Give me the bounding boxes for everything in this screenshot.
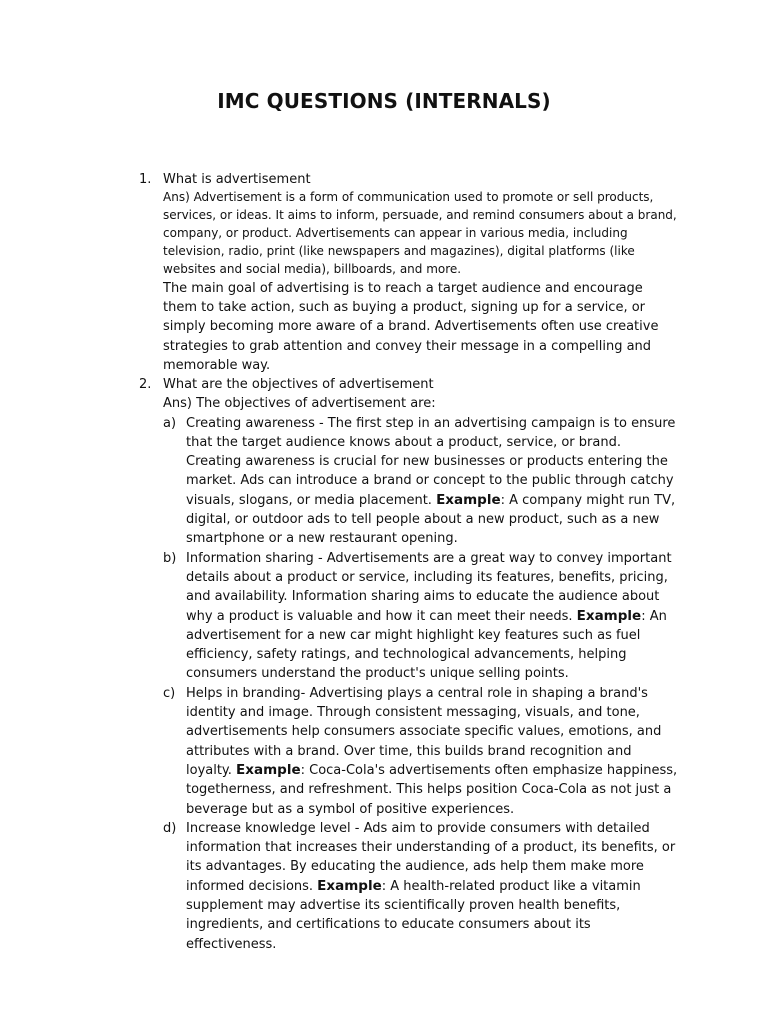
list-item-letter: d): [163, 820, 177, 836]
list-item-letter: a): [163, 415, 177, 431]
list-item-letter: c): [163, 685, 176, 701]
list-item: [163, 684, 679, 819]
list-item-text: Creating awareness - The first step in an advertising campaign is to ensure that the target audience knows about a product, service, or brand. Creating awareness is crucial for new businesses or products entering the market. Ads can introduce a brand or concept to the public through catchy visuals, slogans, or media placement.: [186, 415, 676, 508]
list-item-text: Information sharing - Advertisements are a great way to convey important details about a product or service, including its features, benefits, pricing, and availability. Information sharing aims to educate the audience about why a product is valuable and how it can meet their needs.: [186, 550, 672, 624]
example-text: : Coca-Cola's advertisements often emphasize happiness, togetherness, and refreshment. This helps position Coca-Cola as not just a beverage but as a symbol of positive experiences.: [186, 762, 678, 817]
example-text: : A company might run TV, digital, or outdoor ads to tell people about a new product, such as a new smartphone or a new restaurant opening.: [186, 492, 676, 547]
question-text: What are the objectives of advertisement: [163, 377, 434, 392]
example-text: : An advertisement for a new car might highlight key features such as fuel efficiency, safety ratings, and technological advancements, helping consumers understand the product's unique selling points.: [186, 608, 667, 682]
answer-intro: Ans) The objectives of advertisement are:: [163, 396, 436, 412]
question-1: [139, 170, 679, 375]
question-number: 2.: [139, 377, 152, 392]
answer-paragraph: Ans) Advertisement is a form of communication used to promote or sell products, services, or ideas. It aims to inform, persuade, and remind consumers about a brand, company, or product. Advertisements can appear in various media, including television, radio, print (like newspapers and magazines), digital platforms (like websites and social media), billboards, and more.: [163, 190, 677, 276]
example-label: Example: [236, 761, 301, 778]
answer-paragraph: The main goal of advertising is to reach a target audience and encourage them to take action, such as buying a product, signing up for a service, or simply becoming more aware of a brand. Advertisements often use creative strategies to grab attention and convey their message in a compelling and memorable way.: [163, 280, 659, 374]
question-number: 1.: [139, 172, 152, 187]
list-item: [163, 414, 679, 549]
example-label: Example: [576, 607, 642, 624]
list-item-letter: b): [163, 550, 177, 566]
example-label: Example: [317, 877, 382, 894]
list-item-text: Helps in branding- Advertising plays a central role in shaping a brand's identity and image. Through consistent messaging, visuals, and tone, advertisements help consumers associate specific values, emotions, and attributes with a brand. Over time, this builds brand recognition and loyalty.: [186, 685, 662, 778]
list-item: [163, 549, 679, 684]
list-item-text: Increase knowledge level - Ads aim to provide consumers with detailed information that increases their understanding of a product, its benefits, or its advantages. By educating the audience, ads help them make more informed decisions.: [186, 820, 676, 894]
document-title: IMC QUESTIONS (INTERNALS): [217, 89, 551, 113]
list-item: [163, 819, 679, 954]
example-label: Example: [436, 491, 501, 508]
example-text: : A health-related product like a vitamin supplement may advertise its scientifically proven health benefits, ingredients, and certifications to educate consumers about its effectiveness.: [186, 878, 641, 952]
question-text: What is advertisement: [163, 172, 311, 187]
question-2: [139, 375, 679, 954]
